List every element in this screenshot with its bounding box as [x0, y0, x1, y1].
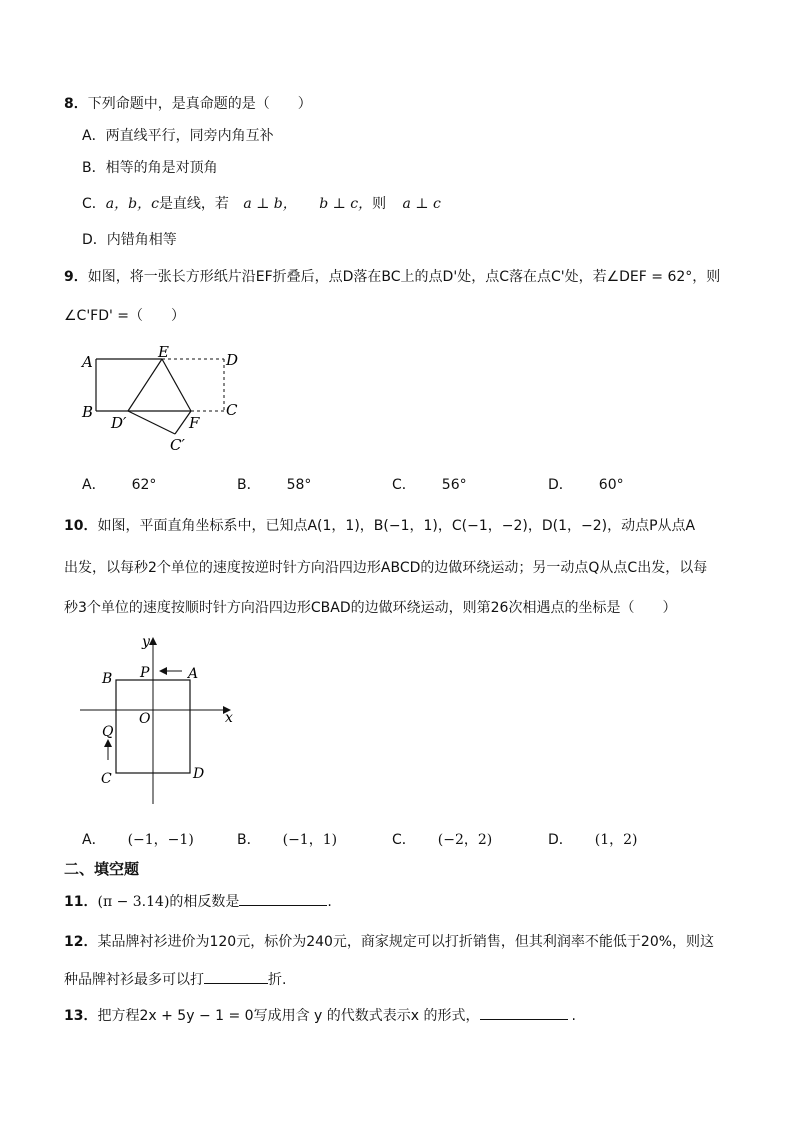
q9-choice-d — [548, 474, 624, 494]
choice-value: (−1，−1) — [127, 832, 194, 848]
q9-choice-a — [82, 474, 156, 494]
choice-label: A． — [82, 477, 106, 493]
choice-value: 62° — [131, 477, 157, 493]
label-c: C — [226, 401, 238, 419]
question-11 — [64, 891, 332, 911]
label-a: A — [188, 666, 199, 682]
fold-figure — [78, 342, 258, 454]
question-12-line-1 — [64, 931, 714, 951]
choice-text: 则 — [372, 196, 387, 212]
q10-choice-d — [548, 829, 638, 849]
math-text: (π − 3.14) — [97, 894, 170, 910]
q10-choice-b — [237, 829, 337, 849]
question-text: 某品牌衬衫进价为120元，标价为240元，商家规定可以打折销售，但其利润率不能低于20%，则这 — [97, 934, 715, 950]
question-text: 种品牌衬衫最多可以打 — [64, 972, 204, 988]
choice-value: 60° — [598, 477, 624, 493]
question-12-line-2 — [64, 969, 286, 989]
question-text-end: 折. — [268, 972, 287, 988]
question-text: 下列命题中，是真命题的是（ ） — [87, 96, 312, 112]
label-e: E — [158, 343, 169, 361]
label-f: F — [189, 414, 200, 432]
label-d: D — [226, 351, 239, 369]
choice-label: D． — [548, 477, 573, 493]
section-title: 二、填空题 — [64, 860, 140, 878]
answer-blank[interactable] — [239, 891, 327, 906]
question-8-stem — [64, 93, 312, 113]
origin-label: O — [139, 711, 151, 727]
label-b: B — [102, 671, 113, 687]
math-text: b ⊥ c， — [319, 196, 373, 212]
y-axis-label: y — [142, 634, 150, 650]
question-13 — [64, 1005, 576, 1025]
q9-choice-b — [237, 474, 311, 494]
choice-text: 是直线，若 — [158, 196, 229, 212]
question-text: 如图，将一张长方形纸片沿EF折叠后，点D落在BC上的点D'处，点C落在点C'处，若∠DEF = 62°，则 — [87, 269, 721, 285]
coordinate-figure — [80, 632, 250, 810]
q9-choice-c — [392, 474, 467, 494]
question-number: 9． — [64, 269, 88, 285]
question-text-end: . — [571, 1008, 576, 1024]
question-9-stem-2: ∠C'FD' =（ ） — [64, 308, 186, 324]
label-q: Q — [102, 724, 114, 740]
choice-label: D． — [548, 832, 573, 848]
math-text: a，b，c — [105, 196, 159, 212]
choice-label: C． — [392, 832, 416, 848]
choice-value: (−1，1) — [282, 832, 338, 848]
q8-choice-d: D．内错角相等 — [82, 232, 177, 248]
question-number: 13． — [64, 1008, 98, 1024]
math-text: a ⊥ c — [402, 196, 441, 212]
question-number: 11． — [64, 894, 98, 910]
label-c: C — [101, 771, 112, 787]
question-text: 如图，平面直角坐标系中，已知点A(1，1)，B(−1，1)，C(−1，−2)，D(1，−2)，动点P从点A — [97, 518, 696, 534]
question-number: 8． — [64, 96, 88, 112]
label-b: B — [82, 403, 94, 421]
label-c-prime: C′ — [170, 436, 185, 454]
choice-label: C． — [82, 196, 106, 212]
question-9-stem — [64, 266, 720, 286]
q10-choice-c — [392, 829, 492, 849]
question-10-line-1 — [64, 515, 695, 535]
choice-value: (−2，2) — [437, 832, 493, 848]
math-text: a ⊥ b， — [243, 196, 297, 212]
label-d: D — [193, 766, 205, 782]
choice-value: 56° — [441, 477, 467, 493]
x-axis-label: x — [225, 710, 233, 726]
answer-blank[interactable] — [204, 969, 268, 984]
question-text-end: . — [327, 894, 332, 910]
q8-choice-c — [82, 193, 441, 213]
q10-choice-a — [82, 829, 194, 849]
question-10-line-2: 出发，以每秒2个单位的速度按逆时针方向沿四边形ABCD的边做环绕运动；另一动点Q从点C出发，以每 — [64, 560, 708, 576]
label-d-prime: D′ — [111, 414, 127, 432]
question-10-line-3: 秒3个单位的速度按顺时针方向沿四边形CBAD的边做环绕运动，则第26次相遇点的坐标是（ ） — [64, 600, 677, 616]
question-text: 把方程2x + 5y − 1 = 0写成用含 y 的代数式表示x 的形式， — [97, 1008, 480, 1024]
choice-label: C． — [392, 477, 416, 493]
answer-blank[interactable] — [480, 1005, 568, 1020]
choice-value: (1，2) — [594, 832, 638, 848]
question-number: 10． — [64, 518, 98, 534]
q8-choice-b: B．相等的角是对顶角 — [82, 160, 218, 176]
choice-label: B． — [237, 477, 261, 493]
question-text: 的相反数是 — [169, 894, 240, 910]
label-p: P — [140, 665, 150, 681]
q8-choice-a: A．两直线平行，同旁内角互补 — [82, 128, 274, 144]
choice-label: B． — [237, 832, 261, 848]
label-a: A — [82, 353, 93, 371]
choice-label: A． — [82, 832, 106, 848]
question-number: 12． — [64, 934, 98, 950]
choice-value: 58° — [286, 477, 312, 493]
